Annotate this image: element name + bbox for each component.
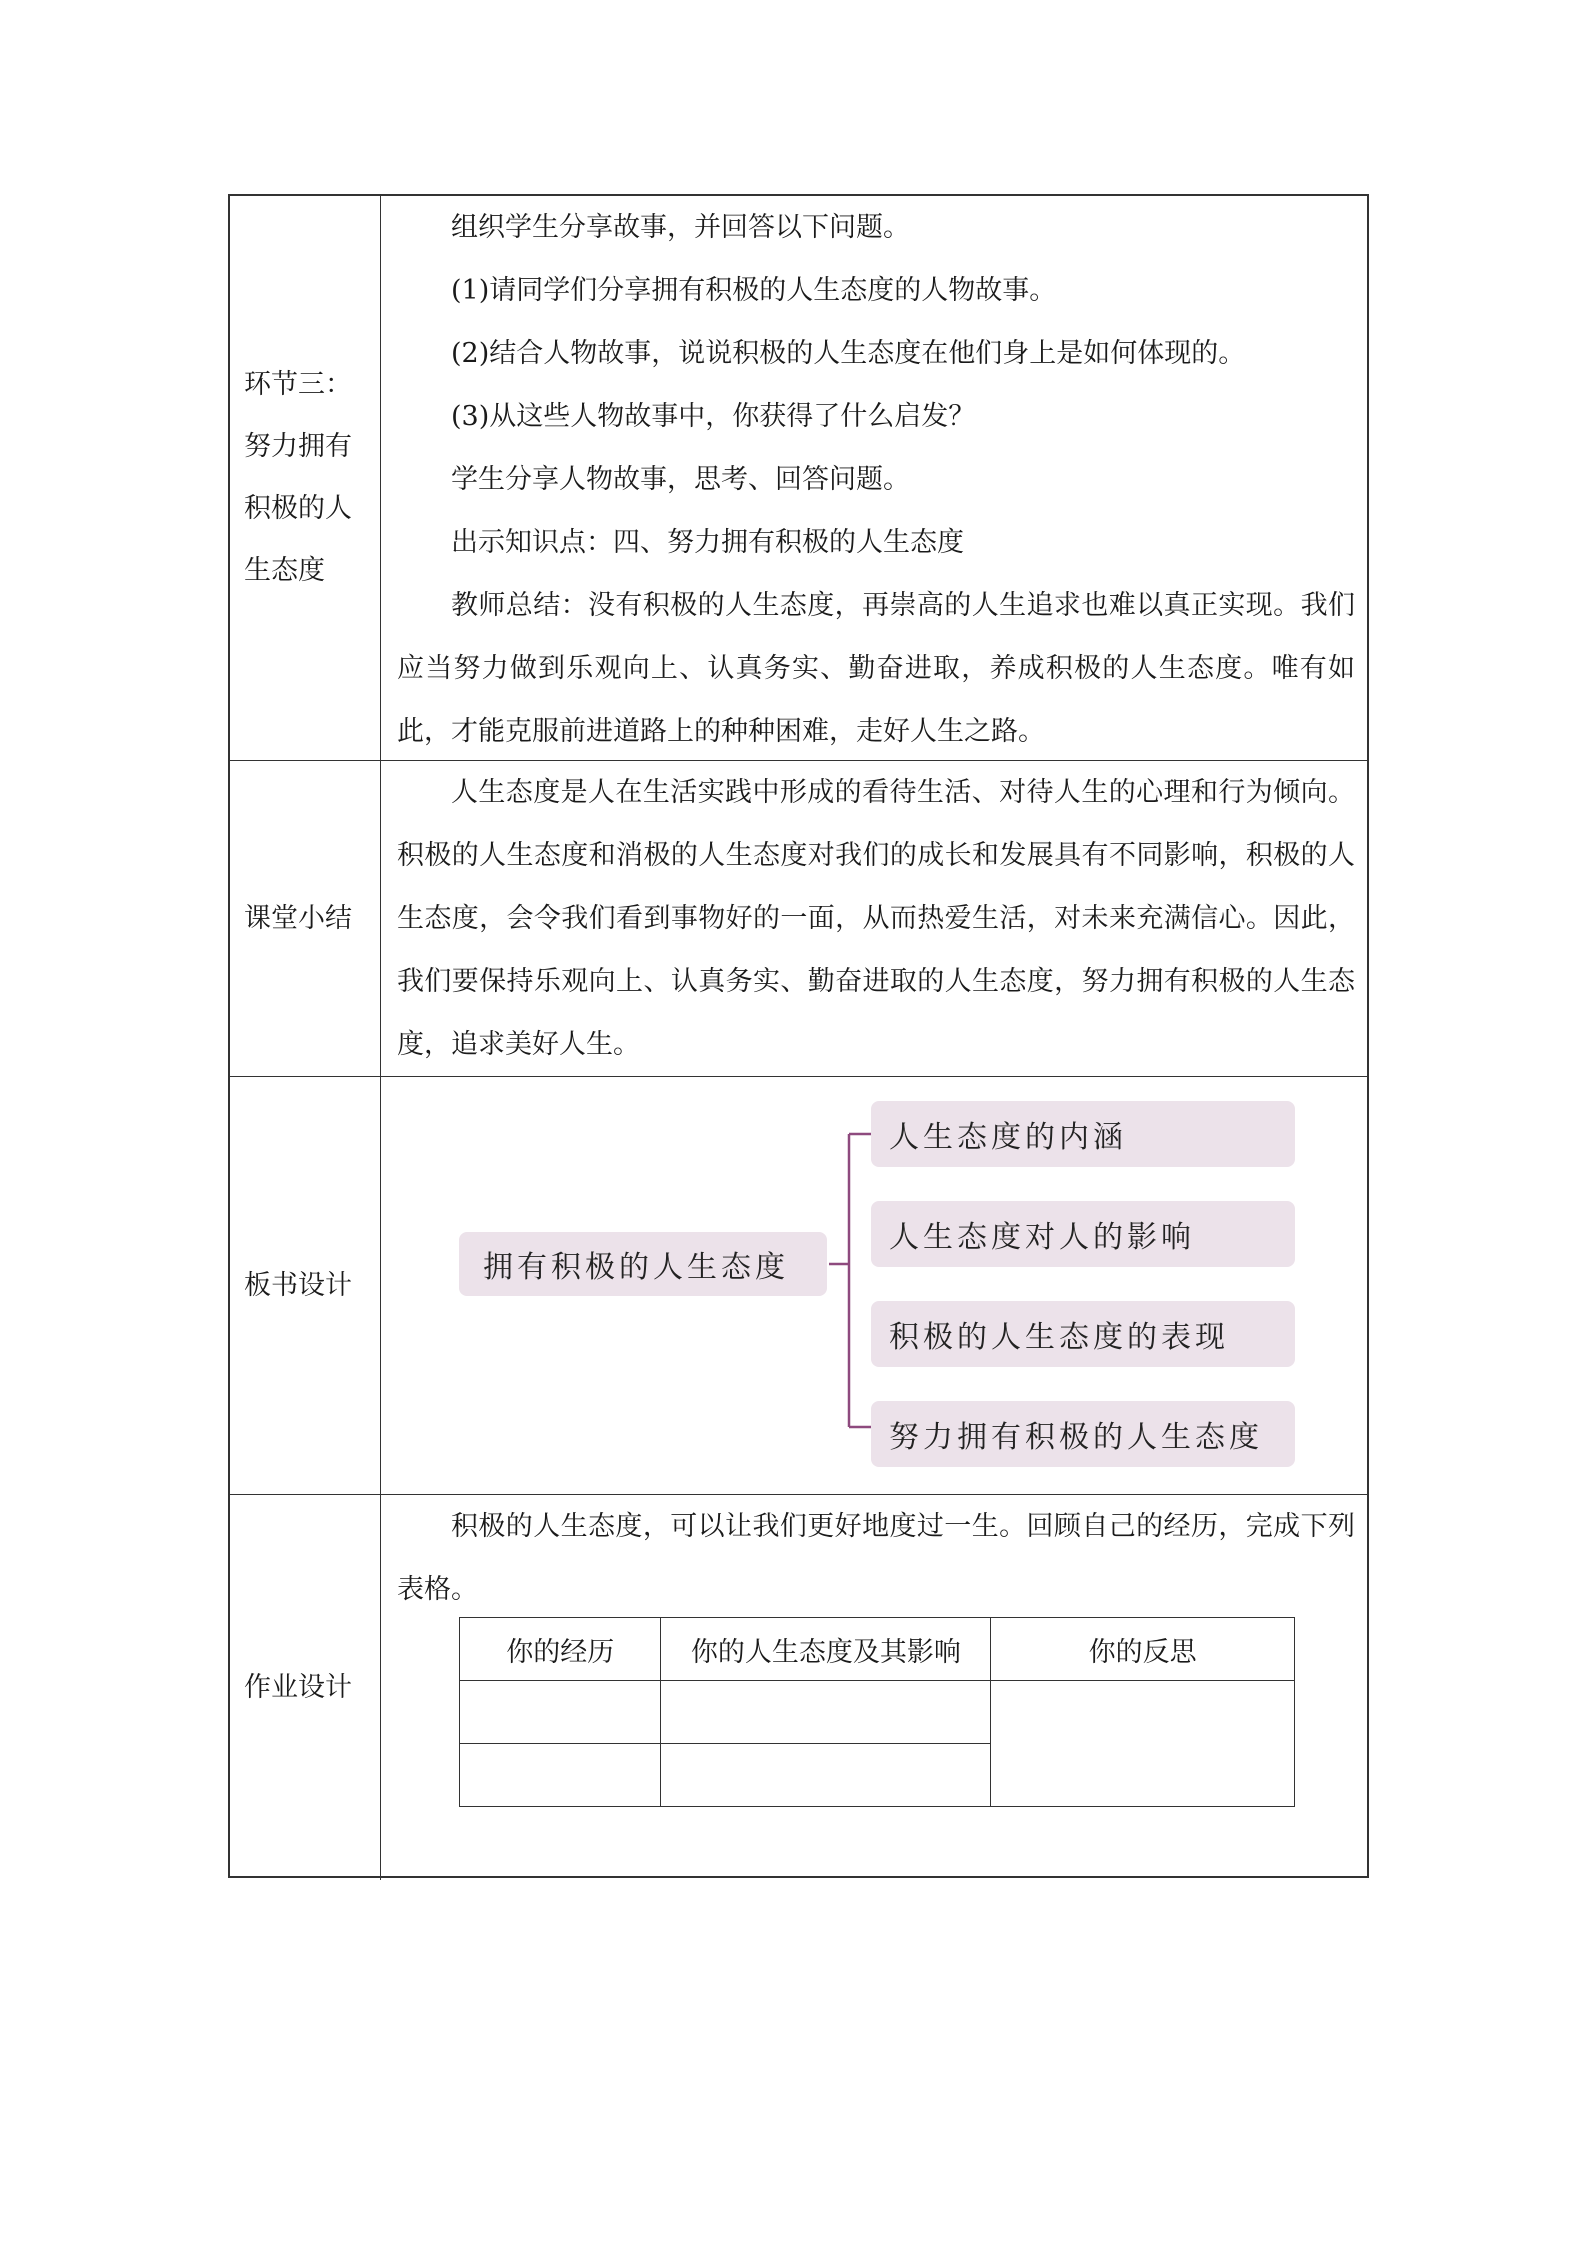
row-label-board: 板书设计 (244, 1269, 352, 1301)
table-cell[interactable] (991, 1681, 1295, 1807)
table-header: 你的经历 (460, 1618, 661, 1681)
row-board (230, 1077, 1367, 1495)
row-content-board (381, 1077, 1367, 1494)
board-root: 拥有积极的人生态度 (459, 1232, 827, 1296)
table-cell[interactable] (460, 1681, 661, 1744)
summary-text: 人生态度是人在生活实践中形成的看待生活、对待人生的心理和行为倾向。积极的人生态度和消极的人生态度对我们的成长和发展具有不同影响，积极的人生态度，会令我们看到事物好的一面，从而热爱生活，对未来充满信心。因此，我们要保持乐观向上、认真务实、勤奋进取的人生态度，努力拥有积极的人生态度，追求美好人生。 (397, 777, 1355, 1060)
board-branch: 人生态度对人的影响 (871, 1201, 1295, 1267)
lesson-plan-table (228, 194, 1369, 1878)
paragraph: 教师总结：没有积极的人生态度，再崇高的人生追求也难以真正实现。我们应当努力做到乐观向上、认真务实、勤奋进取，养成积极的人生态度。唯有如此，才能克服前进道路上的种种困难，走好人生之路。 (397, 590, 1355, 747)
table-cell[interactable] (661, 1744, 991, 1807)
row-content-step3 (381, 196, 1367, 760)
table-cell[interactable] (460, 1744, 661, 1807)
row-label-step3: 环节三：努力拥有积极的人生态度 (244, 369, 352, 586)
row-label-homework: 作业设计 (244, 1671, 352, 1703)
row-label-cell (230, 1495, 381, 1880)
paragraph: (1)请同学们分享拥有积极的人生态度的人物故事。 (451, 275, 1057, 306)
homework-text: 积极的人生态度，可以让我们更好地度过一生。回顾自己的经历，完成下列表格。 (397, 1511, 1355, 1605)
table-header: 你的反思 (991, 1618, 1295, 1681)
row-label-cell (230, 1077, 381, 1494)
row-content-homework (381, 1495, 1367, 1880)
board-branch: 积极的人生态度的表现 (871, 1301, 1295, 1367)
row-summary (230, 761, 1367, 1077)
paragraph: (3)从这些人物故事中，你获得了什么启发？ (451, 401, 976, 432)
table-header: 你的人生态度及其影响 (661, 1618, 991, 1681)
board-branch: 人生态度的内涵 (871, 1101, 1295, 1167)
row-label-cell (230, 196, 381, 760)
board-branch: 努力拥有积极的人生态度 (871, 1401, 1295, 1467)
paragraph: (2)结合人物故事，说说积极的人生态度在他们身上是如何体现的。 (451, 338, 1246, 369)
board-diagram (381, 1077, 1367, 1494)
homework-table (459, 1617, 1295, 1807)
row-step3 (230, 196, 1367, 761)
row-label-cell (230, 761, 381, 1076)
paragraph: 学生分享人物故事，思考、回答问题。 (451, 464, 910, 495)
row-content-summary (381, 761, 1367, 1076)
row-homework (230, 1495, 1367, 1880)
table-cell[interactable] (661, 1681, 991, 1744)
paragraph: 组织学生分享故事，并回答以下问题。 (451, 212, 910, 243)
paragraph: 出示知识点：四、努力拥有积极的人生态度 (451, 527, 964, 558)
row-label-summary: 课堂小结 (244, 902, 352, 934)
